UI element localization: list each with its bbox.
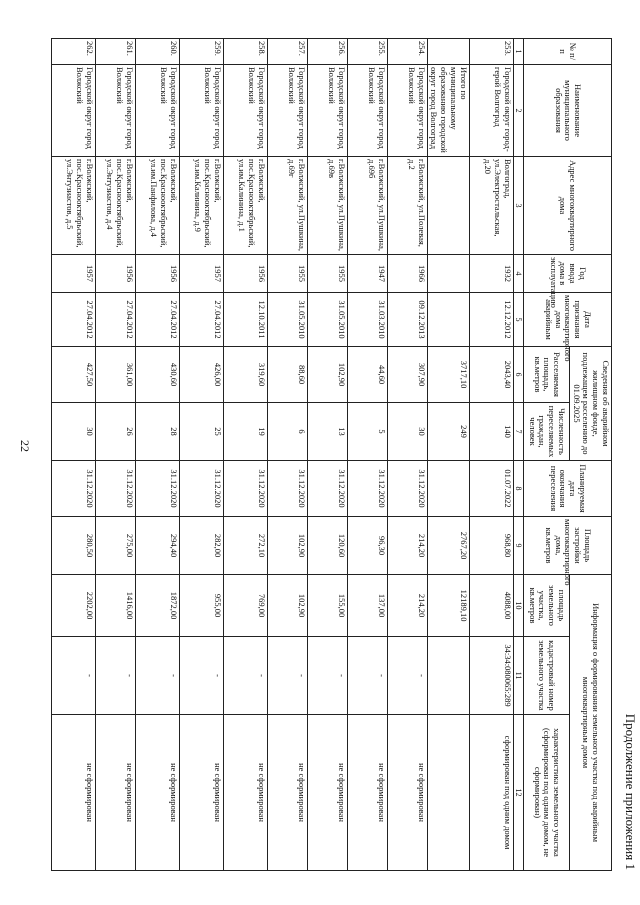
header-date-recognized: Дата признания многоквартирного дома аварийным: [523, 293, 611, 347]
cell-area-resettled: 430,60: [135, 347, 179, 403]
cell-year: 1957: [51, 255, 95, 293]
header-municipality: Наименование муниципального образования: [523, 65, 611, 157]
cell-municipality: Городской округ город Волжский: [267, 65, 307, 157]
cell-residents: 249: [427, 403, 469, 461]
header-land-char: характеристика земельного участка (сформирован под одним домом, не сформирован): [523, 715, 569, 871]
cell-land-char: не сформирован: [179, 715, 223, 871]
table-row: [223, 39, 267, 871]
cell-residents: 28: [135, 403, 179, 461]
cell-municipality: Городской округ город Волжский: [179, 65, 223, 157]
cell-land-area: 214,20: [387, 575, 427, 637]
cell-year: 1957: [179, 255, 223, 293]
cell-year: 1955: [267, 255, 307, 293]
cell-year: [427, 255, 469, 293]
cell-municipality: Городской округ город Волжский: [307, 65, 347, 157]
cell-land-area: 2202,00: [51, 575, 95, 637]
cell-cadastral: -: [135, 637, 179, 715]
cell-year: 1966: [387, 255, 427, 293]
cell-area-resettled: 426,00: [179, 347, 223, 403]
cell-address: г.Волжский, пос.Краснооктябрьский, ул.им.Калинина, д.1: [223, 157, 267, 255]
cell-municipality: Городской округ город Волжский: [347, 65, 387, 157]
cell-building-area: 275,00: [95, 517, 135, 575]
cell-cadastral: -: [347, 637, 387, 715]
cell-year: 1947: [347, 255, 387, 293]
table-row: [427, 39, 469, 871]
cell-date-recognized: 27.04.2012: [179, 293, 223, 347]
cell-area-resettled: 361,00: [95, 347, 135, 403]
cell-year: 1956: [135, 255, 179, 293]
header-land-info: Информация о формировании земельного участка под аварийным многоквартирным домом: [569, 575, 611, 871]
col-num: 5: [513, 293, 523, 347]
cell-building-area: 102,90: [267, 517, 307, 575]
cell-area-resettled: 88,60: [267, 347, 307, 403]
cell-area-resettled: 319,60: [223, 347, 267, 403]
cell-land-char: не сформирован: [307, 715, 347, 871]
cell-number: 258.: [223, 39, 267, 65]
cell-planned-date: 31.12.2020: [267, 461, 307, 517]
cell-residents: 30: [51, 403, 95, 461]
cell-year: 1956: [95, 255, 135, 293]
cell-residents: 30: [387, 403, 427, 461]
cell-number: 259.: [179, 39, 223, 65]
table-row: [267, 39, 307, 871]
table-row: [347, 39, 387, 871]
cell-area-resettled: 2043,40: [469, 347, 513, 403]
cell-number: 253.: [469, 39, 513, 65]
cell-residents: 25: [179, 403, 223, 461]
col-num: 12: [513, 715, 523, 871]
cell-date-recognized: 09.12.2013: [387, 293, 427, 347]
cell-cadastral: -: [307, 637, 347, 715]
col-num: 11: [513, 637, 523, 715]
header-land-area: площадь земельного участка, кв.метров: [523, 575, 569, 637]
cell-planned-date: 31.12.2020: [223, 461, 267, 517]
table-row: [95, 39, 135, 871]
cell-land-char: не сформирован: [267, 715, 307, 871]
cell-building-area: 214,20: [387, 517, 427, 575]
cell-planned-date: 01.07.2022: [469, 461, 513, 517]
cell-land-char: не сформирован: [223, 715, 267, 871]
cell-residents: 19: [223, 403, 267, 461]
header-area-resettled: Расселяемая площадь, кв.метров: [523, 347, 569, 403]
col-num: 2: [513, 65, 523, 157]
cell-area-resettled: 427,50: [51, 347, 95, 403]
col-num: 7: [513, 403, 523, 461]
cell-building-area: 120,60: [307, 517, 347, 575]
cell-date-recognized: 27.04.2012: [51, 293, 95, 347]
cell-land-area: 155,00: [307, 575, 347, 637]
cell-address: г.Волжский, пос.Краснооктябрьский, ул.им.Панфилова, д.4: [135, 157, 179, 255]
cell-planned-date: 31.12.2020: [135, 461, 179, 517]
cell-date-recognized: 12.10.2011: [223, 293, 267, 347]
cell-address: г.Волжский, ул.Пушкина, д.69в: [307, 157, 347, 255]
cell-land-char: [427, 715, 469, 871]
cell-land-area: 102,90: [267, 575, 307, 637]
table-row: [179, 39, 223, 871]
cell-land-char: не сформирован: [135, 715, 179, 871]
table-row: [307, 39, 347, 871]
cell-municipality: Городской округ город-герой Волгоград: [469, 65, 513, 157]
cell-land-char: не сформирован: [51, 715, 95, 871]
cell-land-area: 955,00: [179, 575, 223, 637]
header-residents: Численность переселяемых граждан, человек: [523, 403, 569, 461]
header-cadastral: кадастровый номер земельного участка: [523, 637, 569, 715]
cell-address: г.Волжский, пос.Краснооктябрьский, ул.Энтузиастов, д.4: [95, 157, 135, 255]
cell-area-resettled: 3717,10: [427, 347, 469, 403]
cell-date-recognized: 31.03.2010: [347, 293, 387, 347]
cell-residents: 13: [307, 403, 347, 461]
cell-number: 255.: [347, 39, 387, 65]
cell-number: 262.: [51, 39, 95, 65]
cell-building-area: 280,50: [51, 517, 95, 575]
cell-cadastral: -: [51, 637, 95, 715]
cell-land-area: 12189,10: [427, 575, 469, 637]
cell-date-recognized: 27.04.2012: [95, 293, 135, 347]
cell-planned-date: 31.12.2020: [307, 461, 347, 517]
header-address: Адрес многоквартирного дома: [523, 157, 611, 255]
table-row: [135, 39, 179, 871]
cell-area-resettled: 307,90: [387, 347, 427, 403]
cell-planned-date: 31.12.2020: [179, 461, 223, 517]
table-row: [387, 39, 427, 871]
cell-number: 254.: [387, 39, 427, 65]
cell-land-char: не сформирован: [95, 715, 135, 871]
cell-cadastral: [427, 637, 469, 715]
cell-land-area: 137,00: [347, 575, 387, 637]
cell-municipality: Городской округ город Волжский: [51, 65, 95, 157]
cell-year: 1956: [223, 255, 267, 293]
cell-land-char: не сформирован: [387, 715, 427, 871]
cell-residents: 140: [469, 403, 513, 461]
cell-building-area: 272,10: [223, 517, 267, 575]
cell-planned-date: 31.12.2020: [51, 461, 95, 517]
cell-land-char: сформирован под одним домом: [469, 715, 513, 871]
cell-cadastral: -: [179, 637, 223, 715]
cell-date-recognized: 27.04.2012: [135, 293, 179, 347]
cell-building-area: 96,30: [347, 517, 387, 575]
cell-number: 256.: [307, 39, 347, 65]
cell-planned-date: 31.12.2020: [347, 461, 387, 517]
cell-residents: 6: [267, 403, 307, 461]
cell-cadastral: -: [267, 637, 307, 715]
cell-land-area: 4088,00: [469, 575, 513, 637]
cell-date-recognized: 31.05.2010: [307, 293, 347, 347]
cell-municipality: Итого по муниципальному образованию городской округ город Волгоград: [427, 65, 469, 157]
cell-year: 1955: [307, 255, 347, 293]
cell-address: г.Волжский, ул.Пушкина, д.69г: [267, 157, 307, 255]
cell-land-char: не сформирован: [347, 715, 387, 871]
cell-municipality: Городской округ город Волжский: [95, 65, 135, 157]
cell-address: Волгоград, ул.Электростальская, д.20: [469, 157, 513, 255]
cell-address: г.Волжский, пос.Краснооктябрьский, ул.им.Калинина, д.9: [179, 157, 223, 255]
cell-land-area: 1416,00: [95, 575, 135, 637]
col-num: 10: [513, 575, 523, 637]
cell-building-area: 2767,20: [427, 517, 469, 575]
cell-number: [427, 39, 469, 65]
cell-address: г.Волжский, ул.Пушкина, д.69б: [347, 157, 387, 255]
cell-land-area: 769,00: [223, 575, 267, 637]
cell-residents: 26: [95, 403, 135, 461]
table-row: [51, 39, 95, 871]
cell-land-area: 1872,00: [135, 575, 179, 637]
header-info-fund: Сведения об аварийном жилищном фонде, подлежащем расселению до 01.09.2025: [569, 347, 611, 461]
cell-cadastral: -: [223, 637, 267, 715]
cell-date-recognized: [427, 293, 469, 347]
cell-address: г.Волжский, ул.Полевая, д.2: [387, 157, 427, 255]
col-num: 6: [513, 347, 523, 403]
col-num: 8: [513, 461, 523, 517]
cell-building-area: 294,40: [135, 517, 179, 575]
cell-cadastral: 34:34:080065:289: [469, 637, 513, 715]
cell-number: 261.: [95, 39, 135, 65]
cell-residents: 5: [347, 403, 387, 461]
page-number: 22: [18, 440, 32, 452]
cell-planned-date: 31.12.2020: [387, 461, 427, 517]
col-num: 3: [513, 157, 523, 255]
column-number-row: [513, 39, 523, 871]
cell-building-area: 968,80: [469, 517, 513, 575]
header-building-area: Площадь застройки многоквартирного дома, кв.метров: [523, 517, 611, 575]
cell-year: 1932: [469, 255, 513, 293]
rotated-page: [42, 38, 638, 870]
table-body: [51, 39, 513, 871]
header-n: № п/п: [523, 39, 611, 65]
cell-number: 260.: [135, 39, 179, 65]
resettlement-table: [51, 38, 612, 871]
table-row: [469, 39, 513, 871]
cell-date-recognized: 12.12.2012: [469, 293, 513, 347]
col-num: 1: [513, 39, 523, 65]
header-planned-date: Планируемая дата окончания переселения: [523, 461, 611, 517]
cell-area-resettled: 102,90: [307, 347, 347, 403]
cell-planned-date: [427, 461, 469, 517]
continuation-title: Продолжение приложения 1: [623, 713, 638, 870]
col-num: 9: [513, 517, 523, 575]
cell-municipality: Городской округ город Волжский: [223, 65, 267, 157]
cell-number: 257.: [267, 39, 307, 65]
col-num: 4: [513, 255, 523, 293]
header-year: Год ввода дома в эксплуатацию: [523, 255, 611, 293]
cell-address: [427, 157, 469, 255]
cell-cadastral: -: [387, 637, 427, 715]
cell-area-resettled: 44,60: [347, 347, 387, 403]
cell-address: г.Волжский, пос.Краснооктябрьский, ул.Энтузиастов, д.5: [51, 157, 95, 255]
cell-date-recognized: 31.05.2010: [267, 293, 307, 347]
cell-cadastral: -: [95, 637, 135, 715]
cell-planned-date: 31.12.2020: [95, 461, 135, 517]
cell-municipality: Городской округ город Волжский: [387, 65, 427, 157]
cell-municipality: Городской округ город Волжский: [135, 65, 179, 157]
cell-building-area: 282,00: [179, 517, 223, 575]
